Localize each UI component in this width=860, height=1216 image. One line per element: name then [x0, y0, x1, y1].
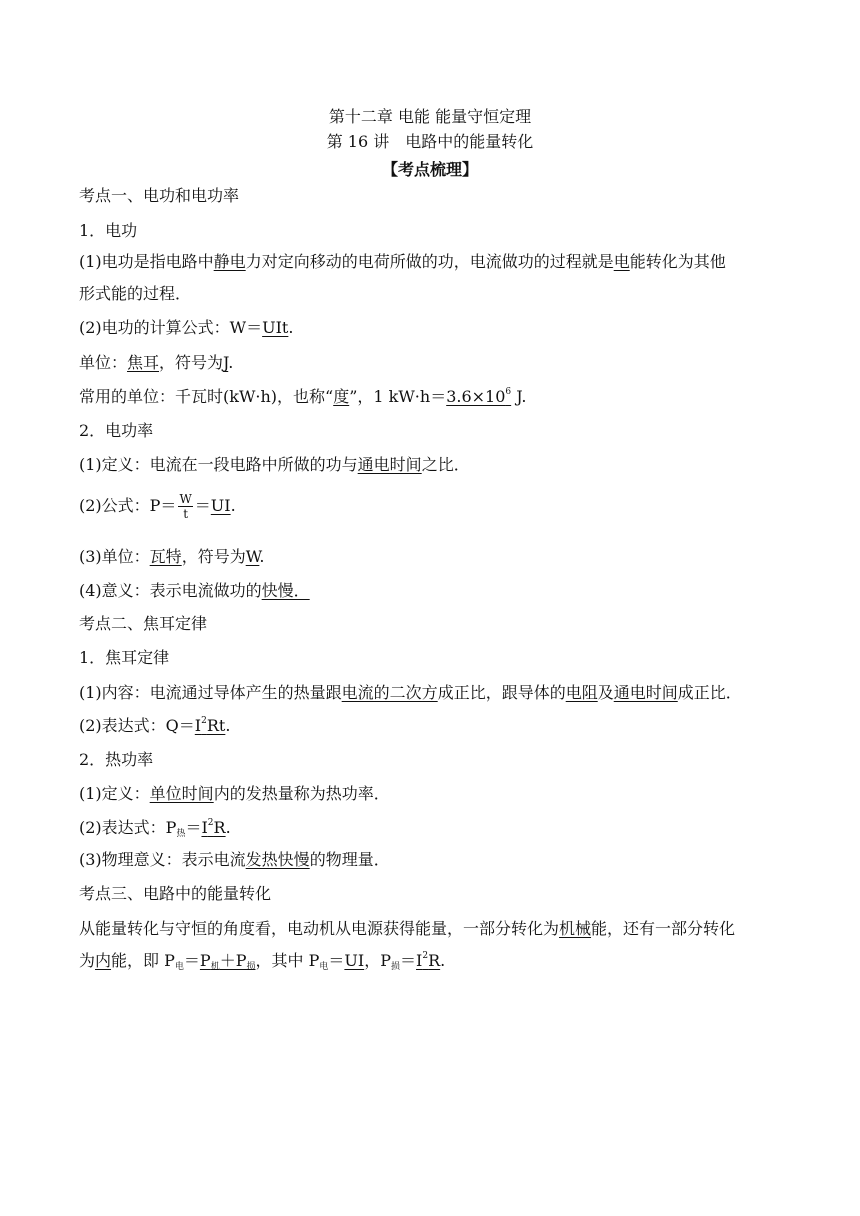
underlined-answer: 电 — [613, 252, 630, 271]
paragraph-line — [79, 716, 230, 736]
underlined-answer: W — [245, 547, 260, 566]
subscript: 损 — [246, 962, 256, 972]
underlined-answer — [201, 818, 225, 837]
text: . — [440, 951, 446, 970]
text: ＝ — [183, 951, 200, 970]
text: 为 — [79, 951, 96, 970]
underlined-answer: 机械 — [559, 919, 592, 938]
paragraph-line — [79, 683, 742, 703]
text: 成正比． — [677, 683, 742, 702]
subscript: 热 — [176, 829, 186, 839]
text: ，P — [364, 951, 391, 970]
superscript: 6 — [505, 387, 512, 397]
underlined-answer: 焦耳 — [127, 353, 160, 372]
paragraph-line — [79, 387, 527, 407]
paragraph-line — [79, 318, 293, 338]
lesson-title: 第 16 讲 电路中的能量转化 — [326, 132, 534, 151]
paragraph-line — [79, 547, 264, 567]
fraction-numerator: W — [179, 492, 192, 506]
text: 能，还有一部分转化 — [591, 919, 736, 938]
text: . — [230, 496, 236, 515]
text: I — [194, 716, 202, 735]
underlined-answer — [446, 387, 511, 406]
superscript: 2 — [201, 716, 207, 726]
text: 及 — [597, 683, 614, 702]
text: (2)表达式：P — [79, 818, 177, 837]
text: ＋P — [219, 951, 247, 970]
text: 能转化为其他 — [629, 252, 726, 271]
underlined-answer: 内 — [95, 951, 112, 970]
underlined-answer: 单位时间 — [149, 784, 214, 803]
text: I — [201, 818, 208, 837]
text: 内的发热量称为热功率． — [213, 784, 390, 803]
paragraph-line — [79, 818, 231, 838]
text: . — [225, 716, 231, 735]
text: . — [228, 353, 234, 372]
text: ＝ — [328, 951, 345, 970]
paragraph-line — [79, 919, 735, 939]
underlined-answer: J — [223, 353, 229, 372]
text: (4)意义：表示电流做功的 — [79, 581, 262, 600]
text: 3.6×10 — [446, 387, 506, 406]
subheading-electric-work: 1．电功 — [79, 221, 138, 240]
text: . — [259, 547, 265, 566]
fraction — [178, 492, 192, 521]
text: J. — [511, 387, 527, 406]
text: I — [416, 951, 423, 970]
text: (1)电功是指电路中 — [79, 252, 214, 271]
text: 之比． — [421, 455, 470, 474]
underlined-answer — [195, 716, 226, 735]
text: 单位： — [79, 353, 128, 372]
chapter-title: 第十二章 电能 能量守恒定理 — [328, 107, 532, 126]
underlined-answer: UI — [210, 496, 231, 515]
text: ，其中 P — [255, 951, 320, 970]
text: 能，即 P — [111, 951, 175, 970]
text: ＝ — [185, 818, 202, 837]
text: (1)定义：电流在一段电路中所做的功与 — [79, 455, 358, 474]
subscript: 损 — [390, 962, 400, 972]
underlined-answer: 电流的二次方 — [341, 683, 438, 702]
superscript: 2 — [422, 951, 429, 961]
underlined-answer: 发热快慢 — [245, 850, 310, 869]
paragraph-line: 形式能的过程． — [79, 284, 192, 303]
topic-1-heading: 考点一、电功和电功率 — [79, 186, 240, 205]
text: 成正比，跟导体的 — [437, 683, 566, 702]
fraction-denominator: t — [183, 507, 189, 521]
underlined-answer: 电阻 — [565, 683, 598, 702]
underlined-answer — [200, 951, 256, 970]
underlined-answer — [416, 951, 440, 970]
text: 力对定向移动的电荷所做的功，电流做功的过程就是 — [245, 252, 614, 271]
text: P — [199, 951, 211, 970]
subscript: 机 — [210, 962, 220, 972]
text: 的物理量． — [309, 850, 390, 869]
topic-2-heading: 考点二、焦耳定律 — [79, 614, 208, 633]
text: Rt — [206, 716, 226, 735]
text: 常用的单位：千瓦时(kW·h)，也称“ — [79, 387, 334, 406]
text: ”，1 kW·h＝ — [349, 387, 447, 406]
paragraph-line — [79, 486, 236, 526]
text: ，符号为 — [159, 353, 224, 372]
text: ＝ — [194, 496, 211, 515]
text: . — [225, 818, 231, 837]
subscript: 电 — [174, 962, 184, 972]
underlined-answer: 快慢． — [261, 581, 310, 600]
paragraph-line — [79, 252, 726, 272]
text: (1)内容：电流通过导体产生的热量跟 — [79, 683, 342, 702]
underlined-answer: 度 — [333, 387, 350, 406]
text: (2)电功的计算公式：W＝ — [79, 318, 263, 337]
paragraph-line — [79, 455, 470, 475]
section-heading: 【考点梳理】 — [381, 160, 478, 179]
text: (1)定义： — [79, 784, 150, 803]
text: (3)物理意义：表示电流 — [79, 850, 246, 869]
text: . — [288, 318, 294, 337]
underlined-answer: 瓦特 — [149, 547, 182, 566]
subheading-thermal-power: 2．热功率 — [79, 750, 154, 769]
paragraph-line — [79, 581, 310, 601]
underlined-answer: UI — [344, 951, 365, 970]
text: R — [428, 951, 441, 970]
text: (2)公式：P＝ — [79, 496, 177, 515]
text: ＝ — [400, 951, 417, 970]
text: 从能量转化与守恒的角度看，电动机从电源获得能量，一部分转化为 — [79, 919, 560, 938]
text: (2)表达式：Q＝ — [79, 716, 195, 735]
text: (3)单位： — [79, 547, 150, 566]
paragraph-line — [79, 850, 390, 870]
paragraph-line — [79, 353, 233, 373]
text: R — [213, 818, 226, 837]
underlined-answer: 静电 — [213, 252, 246, 271]
subheading-joule-law: 1．焦耳定律 — [79, 648, 170, 667]
paragraph-line — [79, 784, 390, 804]
subscript: 电 — [319, 962, 329, 972]
underlined-answer: 通电时间 — [613, 683, 678, 702]
paragraph-line — [79, 951, 445, 971]
underlined-answer: 通电时间 — [357, 455, 422, 474]
underlined-answer: UIt — [262, 318, 289, 337]
superscript: 2 — [207, 818, 214, 828]
subheading-electric-power: 2．电功率 — [79, 421, 154, 440]
topic-3-heading: 考点三、电路中的能量转化 — [79, 884, 272, 903]
text: ，符号为 — [181, 547, 246, 566]
